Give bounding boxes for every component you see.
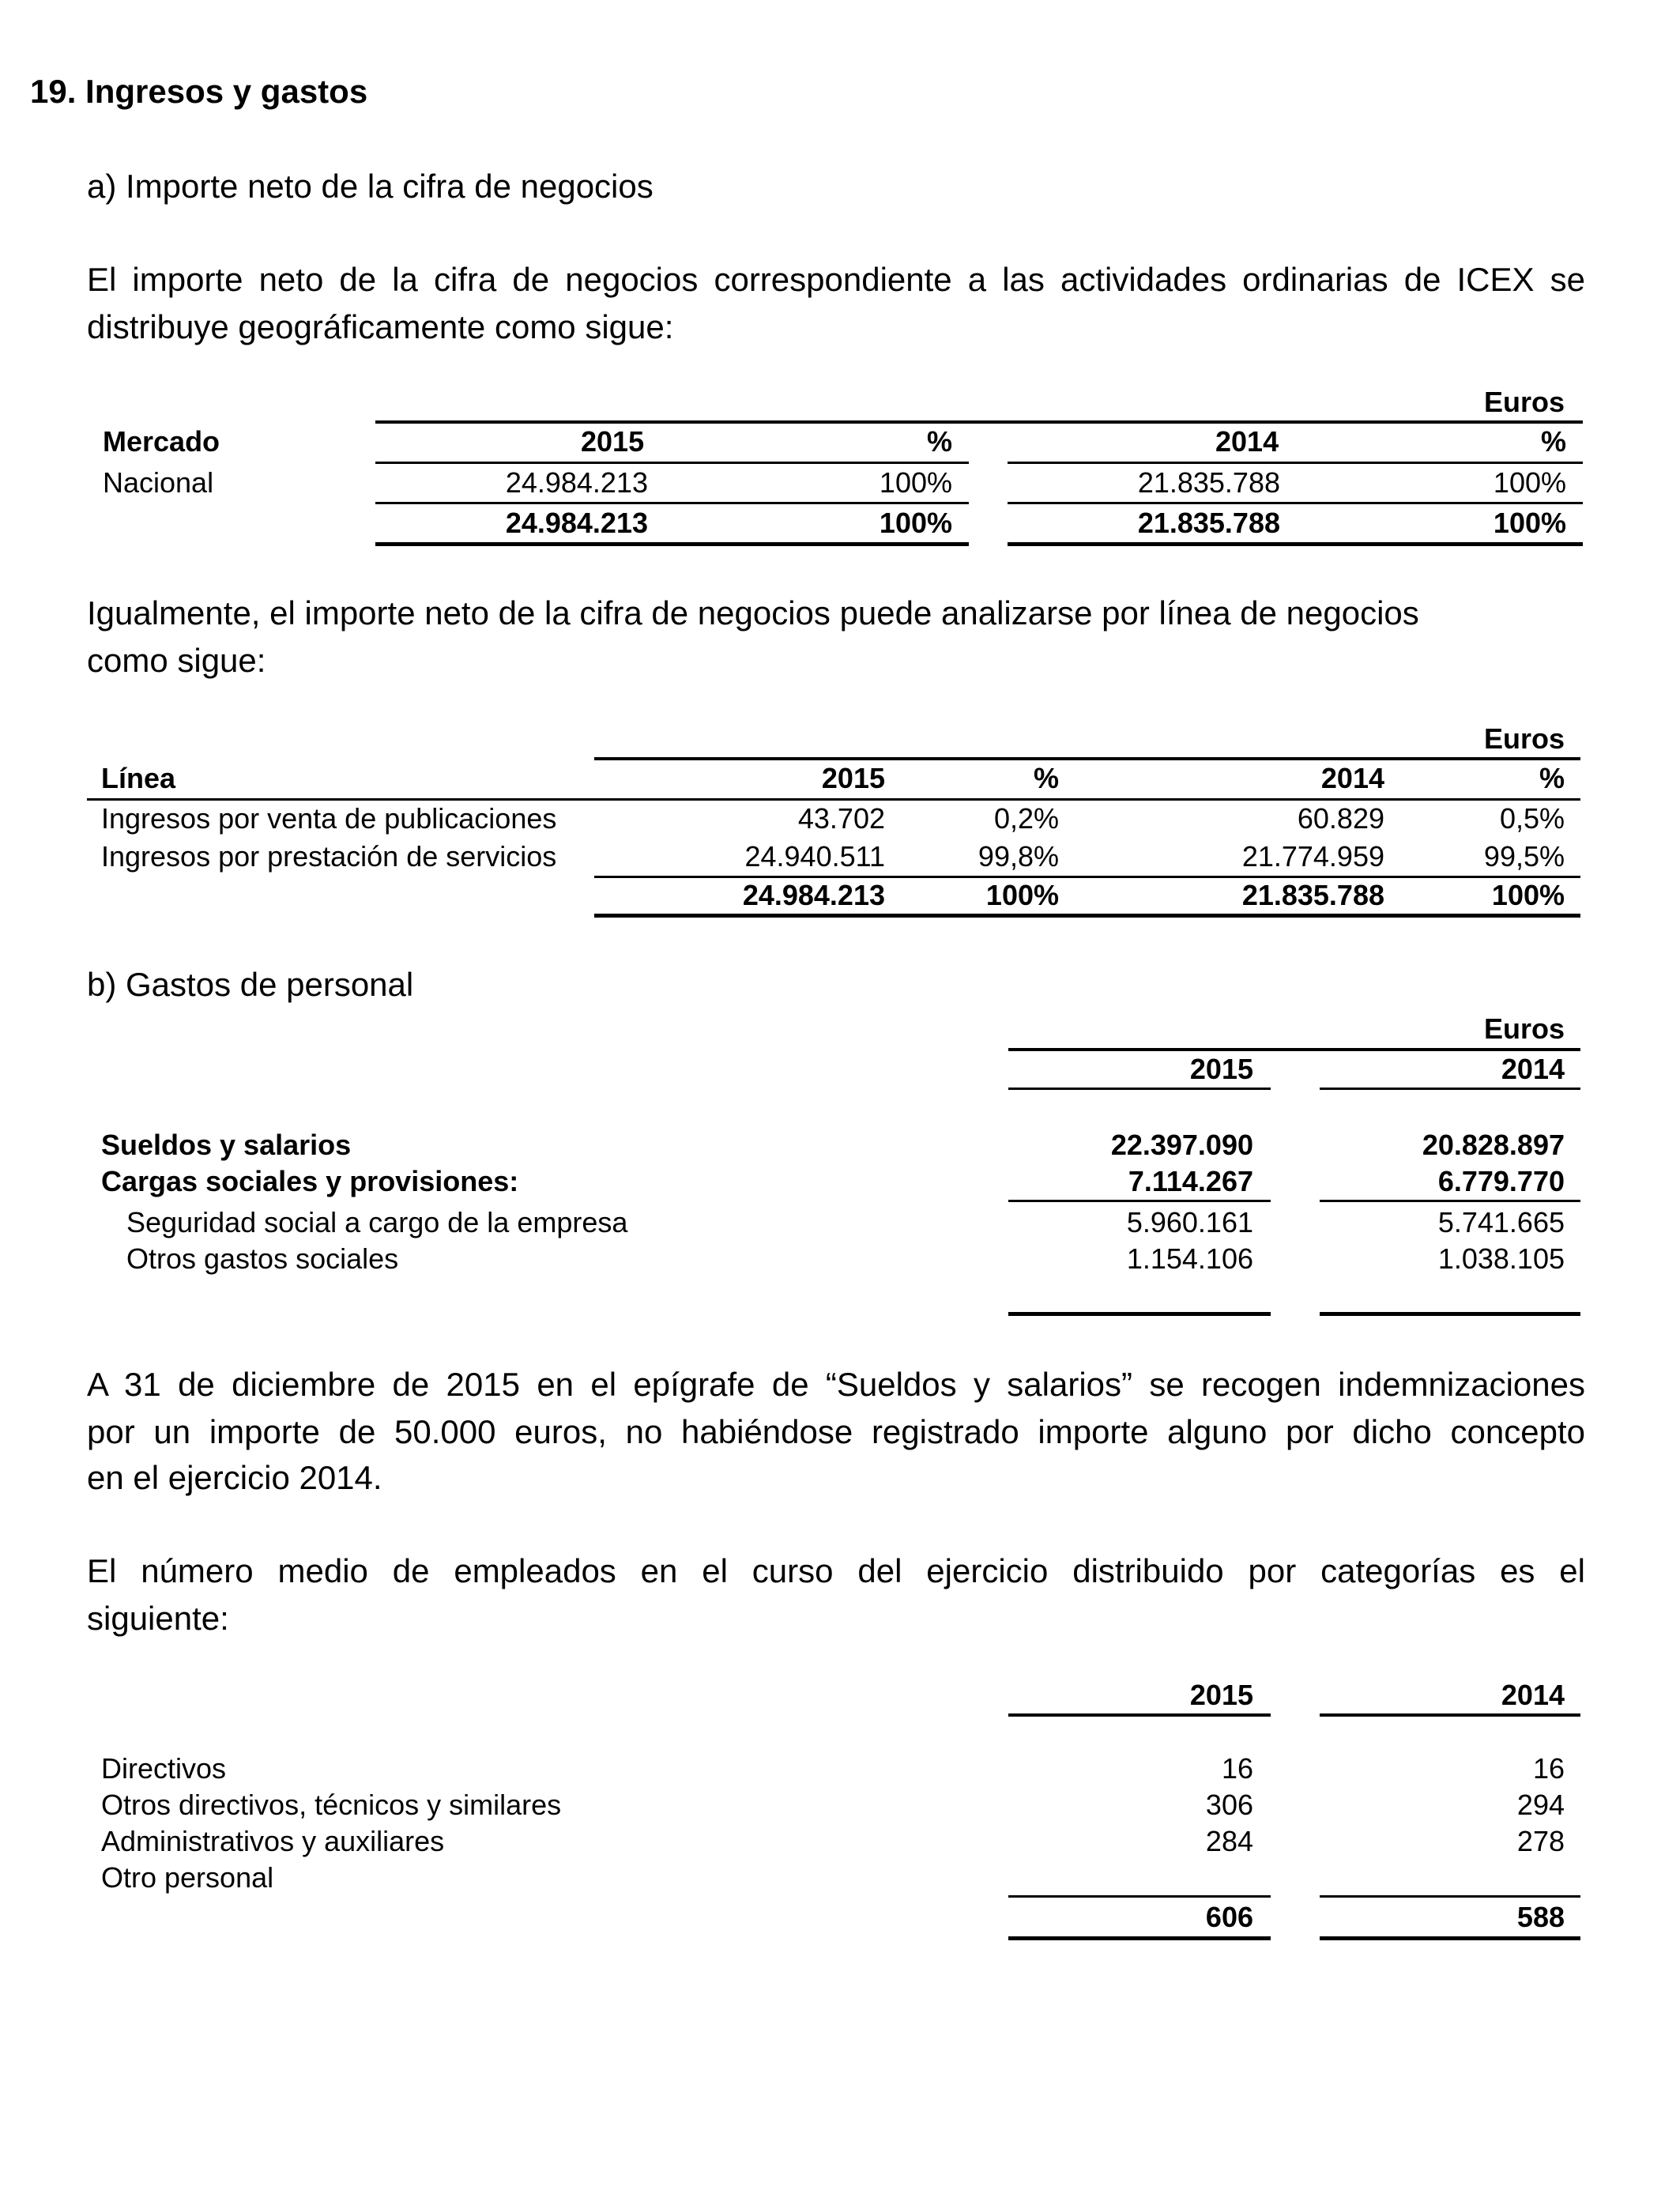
table4-total-2014: 588: [1516, 1901, 1565, 1933]
table3-row-1-2014: 20.828.897: [1422, 1129, 1565, 1161]
table4-row-1-2015: 16: [1221, 1752, 1253, 1785]
table2-total-pct-2015: 100%: [985, 879, 1059, 911]
subsection-a-title: a) Importe neto de la cifra de negocios: [87, 168, 654, 205]
table3-row-3-label: Seguridad social a cargo de la empresa: [126, 1206, 628, 1238]
table4-row-2-2015: 306: [1205, 1789, 1253, 1821]
table4-row-2-label: Otros directivos, técnicos y similares: [101, 1789, 562, 1821]
table1-header-pct-2015: %: [926, 425, 952, 458]
table3-row-4-2014: 1.038.105: [1437, 1242, 1565, 1275]
paragraph-2-line-2: como sigue:: [87, 642, 266, 679]
paragraph-3-line-3: en el ejercicio 2014.: [87, 1459, 382, 1496]
table4-header-rule-2014: [1320, 1713, 1580, 1717]
table3-header-2014: 2014: [1501, 1053, 1565, 1085]
table1-row-label: Nacional: [103, 466, 214, 499]
paragraph-1-line-2: distribuye geográficamente como sigue:: [87, 308, 674, 345]
paragraph-1-line-1: El importe neto de la cifra de negocios correspondiente a las actividades ordinarias de ICEX se: [87, 261, 1585, 298]
table3-row-3-2015: 5.960.161: [1126, 1206, 1253, 1238]
table1-bottom-rule-2015: [375, 542, 969, 546]
table2-header-pct-2014: %: [1539, 762, 1565, 794]
table2-row-1-label: Ingresos por venta de publicaciones: [101, 802, 557, 835]
paragraph-4-line-2: siguiente:: [87, 1600, 229, 1637]
table1-total-pct-2014: 100%: [1493, 507, 1566, 539]
table3-subtotal-rule-2015: [1008, 1200, 1271, 1202]
table3-bottom-rule-2014: [1320, 1312, 1580, 1316]
table2-unit: Euros: [1483, 722, 1565, 755]
table2-row-1-pct-2015: 0,2%: [993, 802, 1059, 835]
table2-row-2-pct-2015: 99,8%: [977, 840, 1059, 873]
table2-total-2014: 21.835.788: [1241, 879, 1384, 911]
table2-row-2-2015: 24.940.511: [744, 840, 885, 873]
section-title: 19. Ingresos y gastos: [30, 73, 368, 110]
table4-header-2014: 2014: [1501, 1679, 1565, 1711]
table2-total-pct-2014: 100%: [1491, 879, 1565, 911]
table1-unit: Euros: [1483, 386, 1565, 418]
subsection-b-title: b) Gastos de personal: [87, 966, 414, 1003]
table3-top-rule: [1008, 1048, 1580, 1051]
table1-row-pct-2015: 100%: [879, 466, 952, 499]
table1-header-2015: 2015: [581, 425, 645, 458]
table2-total-rule: [594, 876, 1580, 878]
table3-header-rule-2014: [1320, 1088, 1580, 1090]
table3-header-rule-2015: [1008, 1088, 1271, 1090]
table4-total-rule-2015: [1008, 1895, 1271, 1898]
table3-row-1-2015: 22.397.090: [1110, 1129, 1253, 1161]
table2-row-1-pct-2014: 0,5%: [1499, 802, 1565, 835]
table2-top-rule: [594, 757, 1580, 760]
table1-row-2015: 24.984.213: [505, 466, 648, 499]
table3-row-2-2014: 6.779.770: [1437, 1165, 1565, 1197]
table1-total-2015: 24.984.213: [505, 507, 648, 539]
table2-header-2014: 2014: [1320, 762, 1384, 794]
table1-header-rule-2014: [1008, 462, 1583, 464]
table1-bottom-rule-2014: [1008, 542, 1583, 546]
table2-row-1-2015: 43.702: [797, 802, 885, 835]
table1-row-2014: 21.835.788: [1137, 466, 1280, 499]
paragraph-4-line-1: El número medio de empleados en el curso del ejercicio distribuido por categorías es el: [87, 1552, 1585, 1589]
table4-row-2-2014: 294: [1516, 1789, 1565, 1821]
table3-row-4-label: Otros gastos sociales: [126, 1242, 399, 1275]
table4-bottom-rule-2015: [1008, 1936, 1271, 1940]
table4-total-rule-2014: [1320, 1895, 1580, 1898]
table4-total-2015: 606: [1205, 1901, 1253, 1933]
table4-header-rule-2015: [1008, 1713, 1271, 1717]
table2-header-linea: Línea: [101, 762, 176, 794]
table3-row-2-2015: 7.114.267: [1128, 1165, 1253, 1197]
table1-total-pct-2015: 100%: [879, 507, 952, 539]
table1-total-rule-2015: [375, 502, 969, 504]
table4-row-3-2015: 284: [1205, 1825, 1253, 1857]
table3-row-3-2014: 5.741.665: [1437, 1206, 1565, 1238]
table1-header-rule-2015: [375, 462, 969, 464]
table4-bottom-rule-2014: [1320, 1936, 1580, 1940]
table4-row-1-2014: 16: [1532, 1752, 1565, 1785]
table1-top-rule: [375, 420, 1583, 424]
table1-row-pct-2014: 100%: [1493, 466, 1566, 499]
table2-header-pct-2015: %: [1033, 762, 1059, 794]
table3-subtotal-rule-2014: [1320, 1200, 1580, 1202]
table2-row-1-2014: 60.829: [1297, 802, 1384, 835]
table1-total-rule-2014: [1008, 502, 1583, 504]
paragraph-3-line-1: A 31 de diciembre de 2015 en el epígrafe de “Sueldos y salarios” se recogen indemnizaciones: [87, 1366, 1585, 1403]
table3-unit: Euros: [1483, 1012, 1565, 1045]
table4-row-4-label: Otro personal: [101, 1861, 274, 1894]
table3-bottom-rule-2015: [1008, 1312, 1271, 1316]
table3-row-4-2015: 1.154.106: [1126, 1242, 1253, 1275]
table4-row-3-label: Administrativos y auxiliares: [101, 1825, 445, 1857]
table2-bottom-rule: [594, 914, 1580, 918]
table1-header-2014: 2014: [1215, 425, 1279, 458]
table3-header-2015: 2015: [1189, 1053, 1253, 1085]
table4-row-3-2014: 278: [1516, 1825, 1565, 1857]
table3-row-1-label: Sueldos y salarios: [101, 1129, 352, 1161]
table1-total-2014: 21.835.788: [1137, 507, 1280, 539]
table4-row-1-label: Directivos: [101, 1752, 227, 1785]
table2-total-2015: 24.984.213: [742, 879, 885, 911]
table1-header-pct-2014: %: [1540, 425, 1566, 458]
table2-header-2015: 2015: [821, 762, 885, 794]
table4-header-2015: 2015: [1189, 1679, 1253, 1711]
paragraph-3-line-2: por un importe de 50.000 euros, no habiéndose registrado importe alguno por dicho concepto: [87, 1413, 1585, 1450]
table1-header-mercado: Mercado: [103, 425, 220, 458]
table2-row-2-pct-2014: 99,5%: [1483, 840, 1565, 873]
table2-row-2-2014: 21.774.959: [1241, 840, 1384, 873]
table3-row-2-label: Cargas sociales y provisiones:: [101, 1165, 519, 1197]
table2-row-2-label: Ingresos por prestación de servicios: [101, 840, 557, 873]
paragraph-2-line-1: Igualmente, el importe neto de la cifra de negocios puede analizarse por línea de negocios: [87, 594, 1419, 631]
table2-header-rule: [87, 798, 1580, 801]
